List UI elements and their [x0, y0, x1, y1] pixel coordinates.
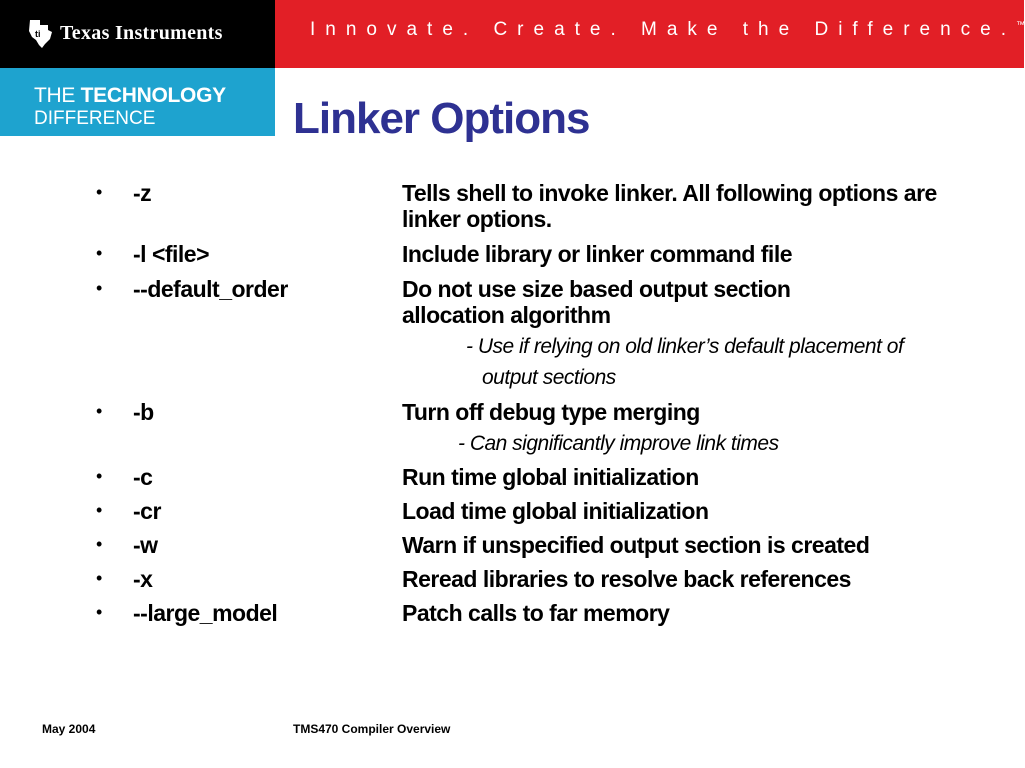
tech-line1-emphasis: TECHNOLOGY: [80, 84, 226, 107]
option-note: - Use if relying on old linker’s default placement of: [466, 335, 904, 358]
option-note-continued: output sections: [482, 366, 616, 389]
bullet: •: [96, 500, 103, 520]
svg-text:ti: ti: [35, 29, 41, 39]
slide-title: Linker Options: [293, 94, 590, 143]
bullet: •: [96, 602, 103, 622]
tagline-text: Innovate. Create. Make the Difference.: [310, 19, 1016, 40]
option-description: Run time global initialization: [402, 464, 699, 490]
technology-difference-banner: [0, 68, 275, 136]
option-description: Do not use size based output section allocation algorithm: [402, 276, 791, 328]
bullet: •: [96, 568, 103, 588]
bullet: •: [96, 243, 103, 263]
option-description: Tells shell to invoke linker. All following options are linker options.: [402, 180, 937, 232]
bullet: •: [96, 401, 103, 421]
option-description: Warn if unspecified output section is created: [402, 532, 870, 558]
bullet: •: [96, 278, 103, 298]
option-name: -cr: [133, 498, 161, 524]
bullet: •: [96, 466, 103, 486]
option-description: Load time global initialization: [402, 498, 709, 524]
option-name: -z: [133, 180, 152, 206]
tech-line1: [34, 84, 226, 108]
bullet: •: [96, 534, 103, 554]
footer-date: May 2004: [42, 722, 96, 736]
tagline: [310, 19, 1025, 41]
option-description: Reread libraries to resolve back references: [402, 566, 851, 592]
ti-logo-banner: [0, 0, 275, 68]
option-note: - Can significantly improve link times: [458, 432, 779, 455]
option-name: -x: [133, 566, 153, 592]
logo-text: Texas Instruments: [60, 22, 223, 44]
tagline-banner: [275, 0, 1024, 68]
trademark-mark: ™: [1016, 19, 1025, 30]
bullet: •: [96, 182, 103, 202]
option-description: Include library or linker command file: [402, 241, 793, 267]
option-name: -w: [133, 532, 158, 558]
option-name: -c: [133, 464, 153, 490]
option-name: -l <file>: [133, 241, 210, 267]
option-name: --large_model: [133, 600, 278, 626]
option-description: Patch calls to far memory: [402, 600, 670, 626]
ti-state-logo-icon: [26, 17, 54, 49]
footer-title: TMS470 Compiler Overview: [293, 722, 451, 736]
option-name: -b: [133, 399, 154, 425]
option-description: Turn off debug type merging: [402, 399, 700, 425]
option-name: --default_order: [133, 276, 288, 302]
tech-line1-prefix: THE: [34, 84, 81, 107]
tech-line2: DIFFERENCE: [34, 108, 156, 129]
